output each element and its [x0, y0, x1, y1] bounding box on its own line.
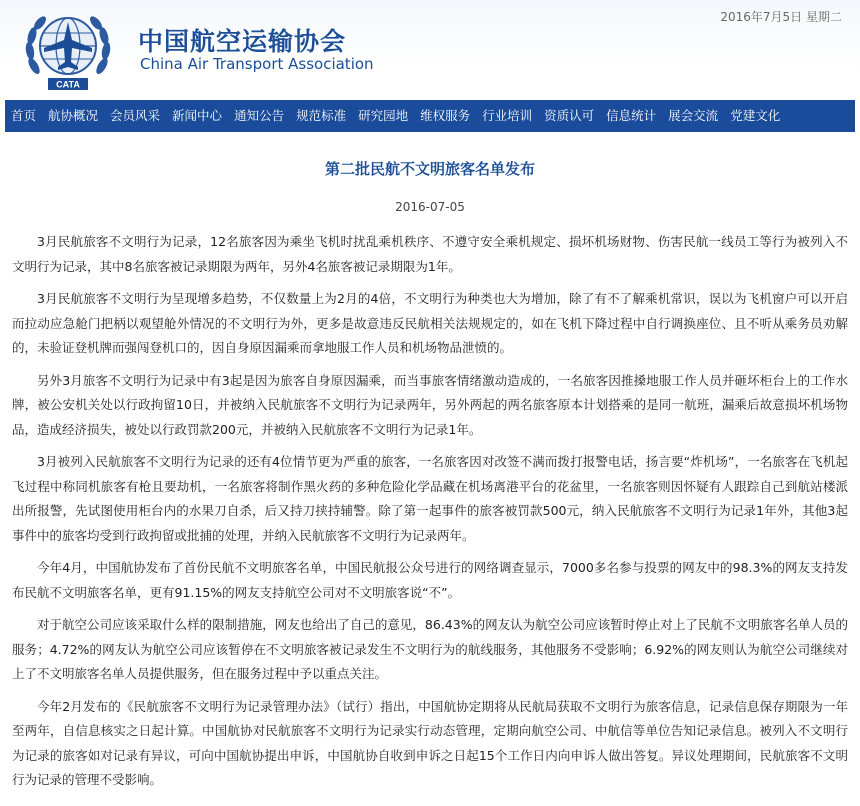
article-paragraph: 3月民航旅客不文明行为呈现增多趋势，不仅数量上为2月的4倍，不文明行为种类也大为增加，除了有不了解乘机常识，误以为飞机窗户可以开启而拉动应急舱门把柄以观望舱外情况的不文明行为外，更多是故意违反民航相关法规规定的，如在飞机下降过程中自行调换座位、且不听从乘务员劝解的，未验证登机牌而强闯登机口的，因自身原因漏乘而拿地服工作人员和机场物品泄愤的。 — [12, 291, 848, 355]
article-date: 2016-07-05 — [395, 200, 465, 214]
nav-item-members[interactable]: 会员风采 — [110, 108, 161, 123]
nav-item-statistics[interactable]: 信息统计 — [606, 108, 657, 123]
article-paragraph: 3月民航旅客不文明行为记录，12名旅客因为乘坐飞机时扰乱乘机秩序、不遵守安全乘机规定、损坏机场财物、伤害民航一线员工等行为被列入不文明行为记录，其中8名旅客被记录期限为两年，另外4名旅客被记录期限为1年。 — [12, 234, 848, 274]
article-paragraph: 对于航空公司应该采取什么样的限制措施，网友也给出了自己的意见，86.43%的网友认为航空公司应该暂时停止对上了民航不文明旅客名单人员的服务；4.72%的网友认为航空公司应该暂停在不文明旅客被记录发生不文明行为的航线服务，其他服务不受影响；6.92%的网友则认为航空公司继续对上了不文明旅客名单人员提供服务，但在服务过程中予以重点关注。 — [12, 617, 848, 681]
article-paragraph: 另外3月旅客不文明行为记录中有3起是因为旅客自身原因漏乘，而当事旅客情绪激动造成的，一名旅客因推搡地服工作人员并砸坏柜台上的工作水牌，被公安机关处以行政拘留10日，并被纳入民航旅客不文明行为记录两年，另外两起的两名旅客原本计划搭乘的是同一航班，漏乘后故意损坏机场物品，造成经济损失，被处以行政罚款200元，并被纳入民航旅客不文明行为记录1年。 — [12, 372, 848, 437]
logo-text: CATA — [56, 79, 80, 90]
cata-logo-emblem-icon[interactable] — [20, 6, 116, 92]
nav-item-home[interactable]: 首页 — [11, 108, 37, 123]
nav-item-news[interactable]: 新闻中心 — [172, 108, 223, 123]
org-name-en[interactable]: China Air Transport Association — [140, 55, 374, 73]
main-nav — [5, 100, 855, 132]
nav-item-notices[interactable]: 通知公告 — [234, 108, 285, 123]
article-paragraph: 今年4月，中国航协发布了首份民航不文明旅客名单，中国民航报公众号进行的网络调查显示，7000多名参与投票的网友中的98.3%的网友支持发布民航不文明旅客名单，更有91.15%的网友支持航空公司对不文明旅客说“不”。 — [12, 560, 848, 600]
nav-item-training[interactable]: 行业培训 — [482, 108, 533, 123]
article-paragraph: 今年2月发布的《民航旅客不文明行为记录管理办法》（试行）指出，中国航协定期将从民航局获取不文明行为旅客信息，记录信息保存期限为一年至两年，自信息核实之日起计算。中国航协对民航旅客不文明行为记录实行动态管理，定期向航空公司、中航信等单位告知记录信息。被列入不文明行为记录的旅客如对记录有异议，可向中国航协提出申诉，中国航协自收到申诉之日起15个工作日内向申诉人做出答复。异议处理期间，民航旅客不文明行为记录的管理不受影响。 — [12, 698, 848, 787]
header-date: 2016年7月5日 星期二 — [720, 10, 842, 24]
nav-item-qualification[interactable]: 资质认可 — [544, 108, 595, 123]
nav-item-standards[interactable]: 规范标准 — [296, 108, 347, 123]
nav-item-party-culture[interactable]: 党建文化 — [730, 108, 781, 123]
org-name-cn[interactable]: 中国航空运输协会 — [138, 27, 347, 56]
article-title: 第二批民航不文明旅客名单发布 — [324, 160, 535, 178]
nav-item-exhibitions[interactable]: 展会交流 — [668, 108, 719, 123]
article-paragraph: 3月被列入民航旅客不文明行为记录的还有4位情节更为严重的旅客，一名旅客因对改签不满而拨打报警电话，扬言要“炸机场”，一名旅客在飞机起飞过程中称同机旅客有枪且要劫机，一名旅客将制作黑火药的多种危险化学品藏在机场离港平台的花盆里，一名旅客则因怀疑有人跟踪自己到航站楼派出所报警，先试图使用柜台内的水果刀自杀，后又持刀挟持辅警。除了第一起事件的旅客被罚款500元，纳入民航旅客不文明行为记录1年外，其他3起事件中的旅客均受到行政拘留或批捕的处理，并纳入民航旅客不文明行为记录两年。 — [12, 454, 848, 543]
nav-item-research[interactable]: 研究园地 — [358, 108, 409, 123]
article-body — [12, 230, 848, 801]
site-header — [0, 0, 860, 98]
nav-item-about[interactable]: 航协概况 — [48, 108, 99, 123]
nav-item-rights[interactable]: 维权服务 — [420, 108, 471, 123]
